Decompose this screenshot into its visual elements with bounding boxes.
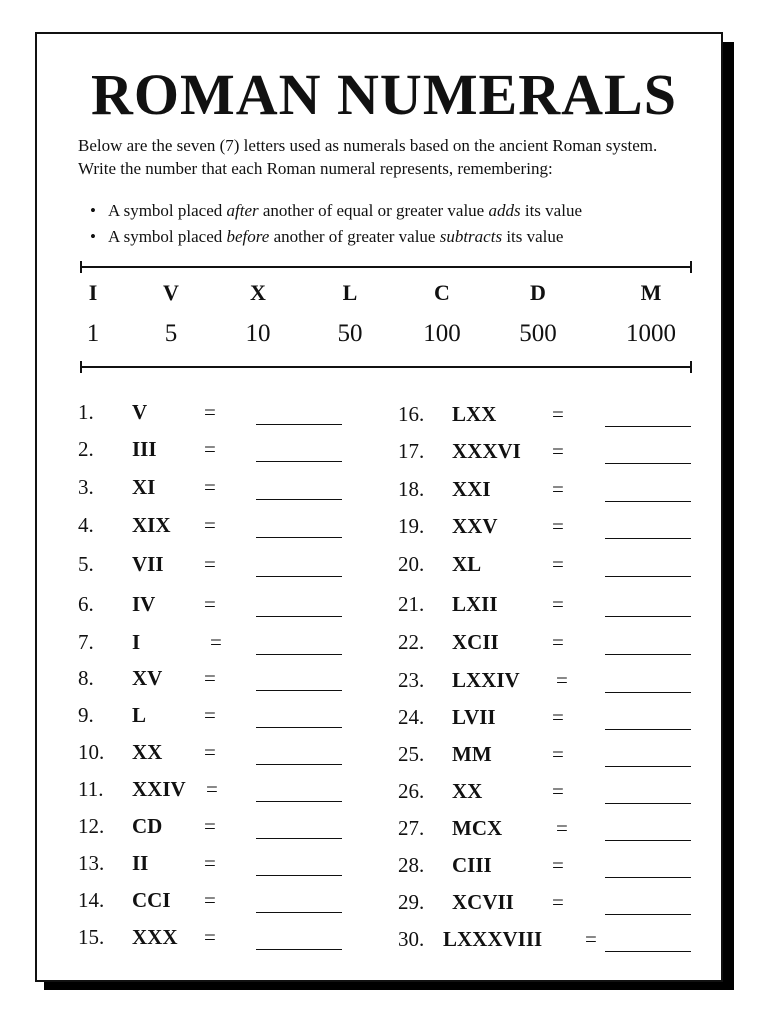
exercise-number: 14. — [78, 888, 105, 912]
exercise-number: 18. — [398, 477, 425, 501]
exercise-number: 26. — [398, 779, 425, 803]
exercise-number: 20. — [398, 552, 425, 576]
exercise-number: 16. — [398, 402, 425, 426]
equals-sign: = — [204, 400, 216, 424]
equals-sign: = — [552, 890, 564, 914]
roman-numeral: XXXVI — [452, 439, 521, 463]
equals-sign: = — [206, 777, 218, 801]
equals-sign: = — [204, 740, 216, 764]
exercise-number: 4. — [78, 513, 94, 537]
page-title: ROMAN NUMERALS — [91, 62, 677, 127]
exercise-number: 1. — [78, 400, 94, 424]
rule-emphasis: subtracts — [439, 227, 503, 246]
roman-numeral: XL — [452, 552, 482, 576]
exercise-row — [0, 552, 768, 582]
roman-numeral: MCX — [452, 816, 503, 840]
exercise-number: 2. — [78, 437, 94, 461]
answer-blank[interactable] — [605, 729, 691, 730]
roman-numeral: XXX — [132, 925, 178, 949]
roman-numeral: XCVII — [452, 890, 514, 914]
equals-sign: = — [556, 816, 568, 840]
key-letter: X — [250, 280, 266, 305]
equals-sign: = — [204, 475, 216, 499]
equals-sign: = — [552, 742, 564, 766]
exercise-number: 21. — [398, 592, 425, 616]
answer-blank[interactable] — [605, 840, 691, 841]
rule-emphasis: before — [226, 227, 270, 246]
roman-numeral: LVII — [452, 705, 496, 729]
key-value: 1 — [86, 320, 100, 347]
key-bottom-divider — [80, 366, 692, 368]
roman-numeral: IV — [132, 592, 156, 616]
equals-sign: = — [552, 439, 564, 463]
equals-sign: = — [552, 705, 564, 729]
roman-numeral: XIX — [132, 513, 171, 537]
roman-numeral: CCI — [132, 888, 171, 912]
exercise-number: 13. — [78, 851, 105, 875]
key-value: 10 — [245, 320, 271, 347]
exercise-number: 12. — [78, 814, 105, 838]
equals-sign: = — [552, 592, 564, 616]
answer-blank[interactable] — [605, 803, 691, 804]
key-value: 5 — [164, 320, 178, 347]
exercise-number: 15. — [78, 925, 105, 949]
key-letter: D — [530, 280, 546, 305]
key-letter: L — [342, 280, 358, 305]
answer-blank[interactable] — [605, 426, 691, 427]
exercise-row — [0, 890, 768, 920]
roman-numeral: XCII — [452, 630, 499, 654]
exercise-number: 3. — [78, 475, 94, 499]
rule-text: another of equal or greater value — [258, 201, 489, 220]
exercise-number: 7. — [78, 630, 94, 654]
rule-text: A symbol placed — [108, 227, 227, 246]
exercise-number: 5. — [78, 552, 94, 576]
answer-blank[interactable] — [605, 914, 691, 915]
exercise-number: 8. — [78, 666, 94, 690]
exercise-number: 28. — [398, 853, 425, 877]
answer-blank[interactable] — [605, 877, 691, 878]
key-value: 100 — [423, 320, 461, 347]
equals-sign: = — [210, 630, 222, 654]
roman-numeral: XXV — [452, 514, 498, 538]
roman-numeral: LXXXVIII — [443, 927, 543, 951]
roman-numeral: CIII — [452, 853, 492, 877]
roman-numeral: XXI — [452, 477, 491, 501]
roman-numeral: LXX — [452, 402, 497, 426]
roman-numeral: V — [132, 400, 148, 424]
exercise-number: 24. — [398, 705, 425, 729]
equals-sign: = — [585, 927, 597, 951]
answer-blank[interactable] — [605, 654, 691, 655]
equals-sign: = — [204, 925, 216, 949]
exercise-row — [0, 816, 768, 846]
exercise-number: 11. — [78, 777, 104, 801]
key-value: 500 — [519, 320, 557, 347]
rule-emphasis: after — [226, 201, 259, 220]
rule-text: another of greater value — [269, 227, 440, 246]
roman-numeral: LXXIV — [452, 668, 520, 692]
exercise-number: 10. — [78, 740, 105, 764]
roman-numeral: XX — [452, 779, 483, 803]
roman-numeral: XX — [132, 740, 163, 764]
exercise-row — [0, 402, 768, 432]
exercise-number: 30. — [398, 927, 425, 951]
rule-text: A symbol placed — [108, 201, 227, 220]
roman-numeral: CD — [132, 814, 163, 838]
exercise-number: 6. — [78, 592, 94, 616]
exercise-row — [0, 630, 768, 660]
exercise-row — [0, 927, 768, 957]
equals-sign: = — [204, 851, 216, 875]
exercise-number: 19. — [398, 514, 425, 538]
answer-blank[interactable] — [605, 692, 691, 693]
exercise-number: 22. — [398, 630, 425, 654]
exercise-row — [0, 668, 768, 698]
exercise-row — [0, 592, 768, 622]
exercise-row — [0, 514, 768, 544]
answer-blank[interactable] — [605, 576, 691, 577]
equals-sign: = — [552, 477, 564, 501]
rule-text: its value — [520, 201, 582, 220]
equals-sign: = — [556, 668, 568, 692]
rule-text: its value — [502, 227, 564, 246]
exercise-row — [0, 439, 768, 469]
answer-blank[interactable] — [605, 538, 691, 539]
equals-sign: = — [552, 779, 564, 803]
exercise-row — [0, 742, 768, 772]
exercise-number: 9. — [78, 703, 94, 727]
roman-numeral: I — [132, 630, 141, 654]
key-letter: M — [640, 280, 662, 305]
equals-sign: = — [204, 666, 216, 690]
roman-numeral: LXII — [452, 592, 498, 616]
roman-numeral: XXIV — [132, 777, 186, 801]
equals-sign: = — [204, 513, 216, 537]
key-value: 50 — [337, 320, 363, 347]
equals-sign: = — [204, 888, 216, 912]
equals-sign: = — [552, 630, 564, 654]
roman-numeral: II — [132, 851, 149, 875]
rule-item — [90, 224, 582, 250]
exercise-number: 17. — [398, 439, 425, 463]
equals-sign: = — [204, 592, 216, 616]
roman-numeral: III — [132, 437, 157, 461]
key-letter: I — [88, 280, 98, 305]
instructions: Below are the seven (7) letters used as numerals based on the ancient Roman system. Write the number that each Roman numeral represents, remembering: — [78, 136, 658, 178]
equals-sign: = — [204, 437, 216, 461]
equals-sign: = — [204, 703, 216, 727]
equals-sign: = — [552, 514, 564, 538]
key-top-divider — [80, 266, 692, 268]
answer-blank[interactable] — [605, 501, 691, 502]
exercise-row — [0, 705, 768, 735]
exercise-row — [0, 853, 768, 883]
answer-blank[interactable] — [605, 463, 691, 464]
answer-blank[interactable] — [605, 951, 691, 952]
exercise-number: 27. — [398, 816, 425, 840]
equals-sign: = — [204, 552, 216, 576]
rules-list — [90, 198, 582, 250]
exercise-row — [0, 779, 768, 809]
equals-sign: = — [552, 552, 564, 576]
exercise-number: 29. — [398, 890, 425, 914]
exercise-number: 25. — [398, 742, 425, 766]
roman-numeral: VII — [132, 552, 164, 576]
roman-numeral: L — [132, 703, 147, 727]
key-value: 1000 — [626, 320, 676, 347]
roman-numeral: MM — [452, 742, 492, 766]
equals-sign: = — [552, 853, 564, 877]
equals-sign: = — [204, 814, 216, 838]
exercise-row — [0, 477, 768, 507]
roman-numeral: XV — [132, 666, 163, 690]
equals-sign: = — [552, 402, 564, 426]
rule-emphasis: adds — [488, 201, 521, 220]
rule-item — [90, 198, 582, 224]
exercise-number: 23. — [398, 668, 425, 692]
answer-blank[interactable] — [605, 616, 691, 617]
key-letter: V — [163, 280, 179, 305]
roman-numeral: XI — [132, 475, 156, 499]
key-letter: C — [434, 280, 450, 305]
answer-blank[interactable] — [605, 766, 691, 767]
